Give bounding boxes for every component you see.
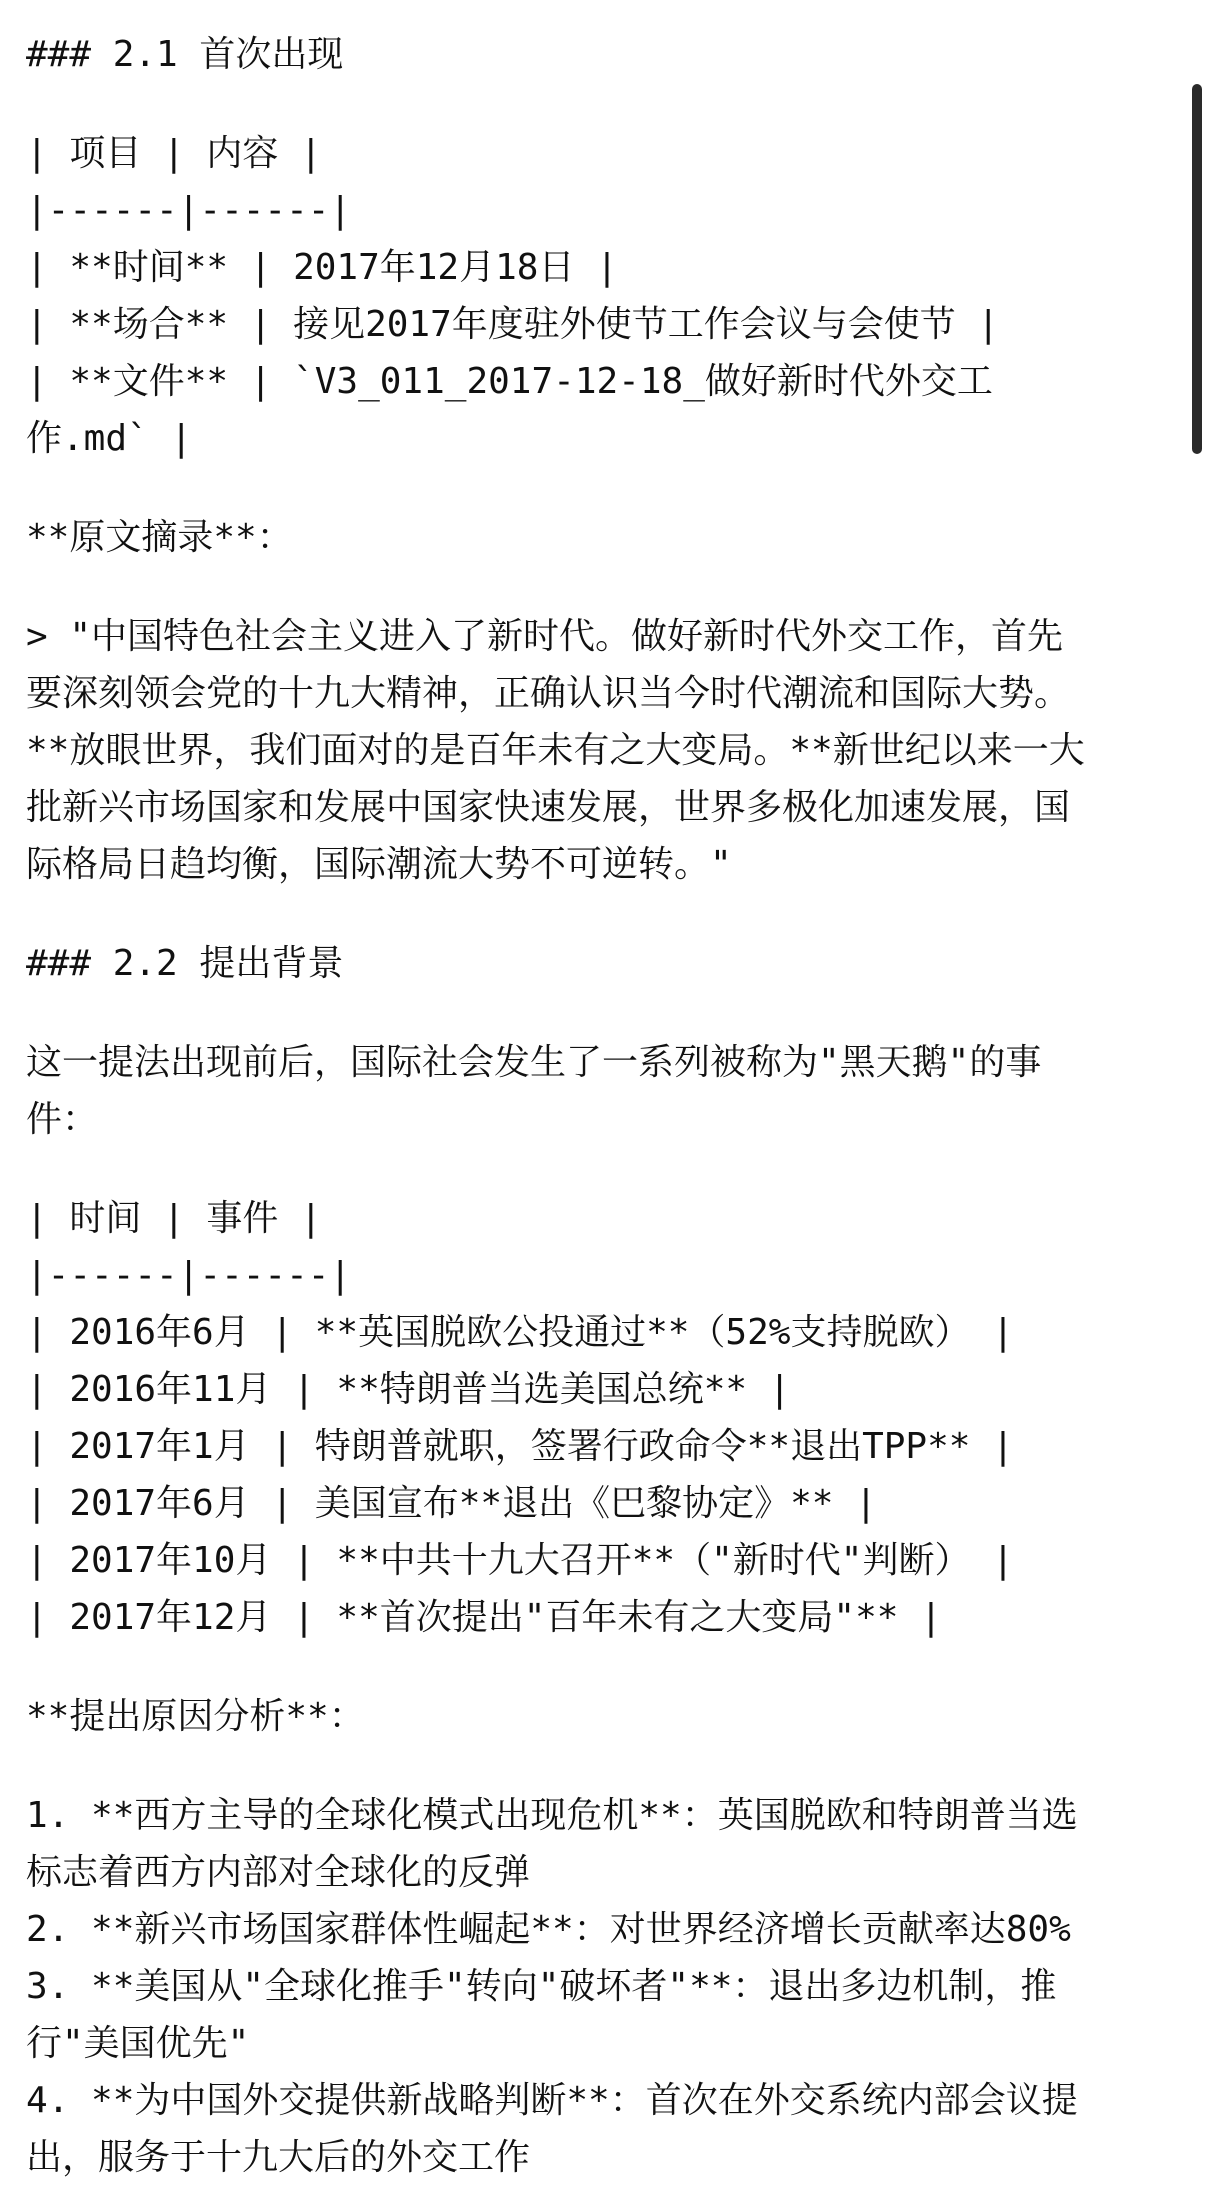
- analysis-label: **提出原因分析**：: [26, 1696, 365, 1737]
- events-table: [26, 1190, 1166, 1646]
- analysis-list: [26, 1787, 1166, 2186]
- table-row: | 2017年1月 | 特朗普就职，签署行政命令**退出TPP** |: [26, 1426, 1014, 1467]
- list-item: 2. **新兴市场国家群体性崛起**：对世界经济增长贡献率达80%: [26, 1909, 1071, 1950]
- quote-line: **放眼世界，我们面对的是百年未有之大变局。**新世纪以来一大: [26, 730, 1085, 771]
- table-row: | 2017年10月 | **中共十九大召开**（"新时代"判断） |: [26, 1540, 1014, 1581]
- section-heading-2-1: ### 2.1 首次出现: [26, 34, 344, 75]
- quote-line: 要深刻领会党的十九大精神，正确认识当今时代潮流和国际大势。: [26, 673, 1071, 714]
- list-item-continuation: 行"美国优先": [26, 2023, 250, 2064]
- list-item: 1. **西方主导的全球化模式出现危机**：英国脱欧和特朗普当选: [26, 1795, 1078, 1836]
- list-item: 3. **美国从"全球化推手"转向"破坏者"**：退出多边机制，推: [26, 1966, 1057, 2007]
- table-row: | 2017年6月 | 美国宣布**退出《巴黎协定》** |: [26, 1483, 877, 1524]
- first-appearance-table: [26, 125, 1166, 467]
- markdown-document: [26, 26, 1166, 2186]
- table-separator-row: |------|------|: [26, 1255, 352, 1296]
- quote-line: 际格局日趋均衡，国际潮流大势不可逆转。": [26, 844, 732, 885]
- list-item-continuation: 出，服务于十九大后的外交工作: [26, 2137, 531, 2178]
- table-row: | **场合** | 接见2017年度驻外使节工作会议与会使节 |: [26, 304, 1000, 345]
- table-row: | **文件** | `V3_011_2017-12-18_做好新时代外交工: [26, 361, 993, 402]
- table-header-row: | 项目 | 内容 |: [26, 133, 322, 174]
- table-header-row: | 时间 | 事件 |: [26, 1198, 322, 1239]
- list-item-continuation: 标志着西方内部对全球化的反弹: [26, 1852, 531, 1893]
- quote-line: 批新兴市场国家和发展中国家快速发展，世界多极化加速发展，国: [26, 787, 1071, 828]
- quote-line: > "中国特色社会主义进入了新时代。做好新时代外交工作，首先: [26, 616, 1064, 657]
- table-row: | 2017年12月 | **首次提出"百年未有之大变局"** |: [26, 1597, 942, 1638]
- paragraph-line: 这一提法出现前后，国际社会发生了一系列被称为"黑天鹅"的事: [26, 1042, 1042, 1083]
- table-separator-row: |------|------|: [26, 190, 352, 231]
- paragraph-line: 件：: [26, 1099, 99, 1140]
- table-row: | **时间** | 2017年12月18日 |: [26, 247, 618, 288]
- vertical-scrollbar[interactable]: [1192, 84, 1202, 454]
- table-row: | 2016年11月 | **特朗普当选美国总统** |: [26, 1369, 791, 1410]
- table-row: | 2016年6月 | **英国脱欧公投通过**（52%支持脱欧） |: [26, 1312, 1014, 1353]
- section-heading-2-2: ### 2.2 提出背景: [26, 943, 344, 984]
- excerpt-label: **原文摘录**：: [26, 517, 293, 558]
- table-row-continuation: 作.md` |: [26, 418, 193, 459]
- intro-paragraph: [26, 1034, 1166, 1148]
- quote-block: [26, 608, 1166, 893]
- list-item: 4. **为中国外交提供新战略判断**：首次在外交系统内部会议提: [26, 2080, 1078, 2121]
